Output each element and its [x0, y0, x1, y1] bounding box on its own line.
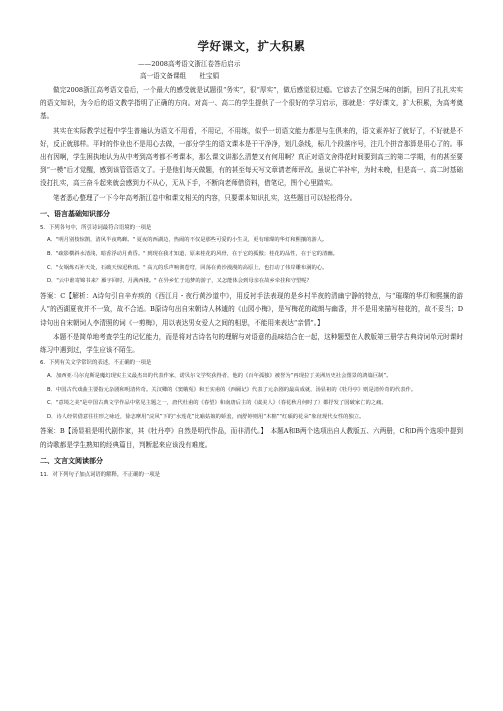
intro-paragraph: 做完2008浙江高考语文卷后，一个最大的感受就是试题很“务实”，很“厚实”，做后感觉很过瘾。它谚去了空洞乏味的创新，回归了扎扎实实的语文知识，为今后的语文教学指明了正确的方向。对高一、高二的学生提供了一个很好的学习启示，那就是：学好课文，扩大积累，为高考奠基。: [40, 86, 463, 121]
section-heading-classical: 二、文言文阅读部分: [40, 457, 103, 466]
question-5-stem: 5．下列各句中，所引诗词最符合语境的一项是: [40, 224, 152, 231]
question-5-option-d: D．"云中谁寄锦书来？雁字回时，月满西楼。" 在异乡忙于追梦的游子，又怎能体会到母亲在故乡牵挂和守望呢？: [47, 278, 312, 285]
document-author: 高一语文备课组 杜宝娟: [140, 72, 220, 80]
question-11-stem: 11．对下列句子加点词语的解释，不正确的一项是: [40, 472, 161, 479]
question-6-option-b: B．中国古代戏曲主要指元杂剧和明清传奇。关汉卿的《窦娥冤》和王实甫的《西厢记》代表了元杂剧的最高成就，汤显祖的《牡丹亭》则是清传奇的代表作。: [47, 386, 417, 393]
question-5-option-a: A．"明月别枝惊鹊，清风半夜鸣蝉。" 夏夜的西湖边，热闹的不仅是那些可爱的小生灵，更有璀璨的华灯和熙攘的游人。: [47, 237, 328, 244]
question-5-option-c: C．"女娲炼石补天处，石破天惊逗秋雨。" 高亢的乐声响彻苍穹，回荡在黄沙漫漫的高原上，也打动了伟岸雕布满的心。: [47, 264, 328, 271]
answer-6: 答案：B【汤显祖是明代剧作家，其《牡丹亭》自然是明代作品，而非清代。】 本题A和B两个选项出自人教版五、六两册，C和D两个选项中提到的诗歌都是学生熟知的经典篇目，判断起来应该没有难度。: [40, 427, 463, 449]
question-5-option-b: B．"疏影横斜水清浅，暗香浮动月黄昏。" 到现在我才知道，原来桂花的风骨，在于它的孤傲；桂花的品性，在于它的清幽。: [47, 251, 338, 258]
question-6-option-d: D．诗人经常借意往往形之咏近，徐志摩用“浣风”下的“水莲花”比喻姑娘的娇羞，而舒婷则用“木棉”“红硕的花朵”象征现代女性的独立。: [47, 413, 365, 420]
intro-paragraph: 笔者悉心整理了一下今年高考浙江卷中和课文相关的内容，只要课本知识扎实，这些题目可以轻松得分。: [53, 193, 357, 202]
document-title: 学好课文，扩大积累: [197, 39, 306, 53]
document-subtitle: ——2008高考语文浙江卷答后启示: [138, 60, 241, 68]
question-6-option-c: C．"意境之美"是中国古典文学作品中常见主题之一，唐代杜甫的《春望》和南唐后主的《虞美人》（春花秋月何时了）都抒发了国破家亡的之痛。: [47, 400, 387, 407]
question-6-option-a: A．加西亚·马尔克斯是魔幻现实主义最杰出的代表作家，诺贝尔文学奖获得者，他的《百年孤独》被誉为“再现拉丁美洲历史社会图景的鸿篇巨制”。: [47, 373, 392, 380]
note-5: 本题不是简单地考查学生的记忆能力，而是将对古诗名句的理解与对语意的品味结合在一起，这种题型在人教版第三册学古典诗词单元时课时练习中遇到过，学生应该不陌生。: [40, 333, 463, 355]
intro-paragraph: 其实在实际教学过程中学生普遍认为语文不用看，不用记，不用练，似乎一切语文能力都是与生俱来的，语文素养好了就好了，不好就是不好，反正就那样。平时的作业也不是用心去做，一部分学生的语文课本是干干净净，划几条线，标几个段落序号，注几个拼音那算是用心了的。事出有因啊，学生困执地认为从中考到高考都不考课本，那么课文讲那么清楚又有何用啊？真正对语文舍得花时间要到高三的第二学期，有的甚至要到“一模”后才觉醒，感到该管管语文了。于是他们每天做题，有的甚至每天写文章请老师评改。虽说亡羊补牢，为时未晚，但是高一、高二时基础没打扎实，高三奋斗起来就会感到力不从心，无从下手，不断向老师借资料，借笔记，图个心里踏实。: [40, 126, 463, 188]
answer-5: 答案：C【解析：A诗句引自辛弃疾的《西江月・夜行黄沙道中》，用反衬手法表现的是乡村半夜的清幽宁静的特点，与“璀璨的华灯和熙攘的游人”的西湖夏夜并不一致，故不合适。B原诗句出自宋朝诗人林逋的《山园小梅》，是写梅花的疏朗与幽香，并不是用来描写桂花的，故不妥当；D诗句出自宋朝词人李清照的词《一剪梅》，用以表达男女爱人之间的相思，不能用来表达“亲情”。】: [40, 291, 463, 327]
section-heading-language: 一、语言基础知识部分: [40, 209, 110, 218]
question-6-stem: 6．下列有关文学常识的表述，不正确的一项是: [40, 360, 152, 367]
